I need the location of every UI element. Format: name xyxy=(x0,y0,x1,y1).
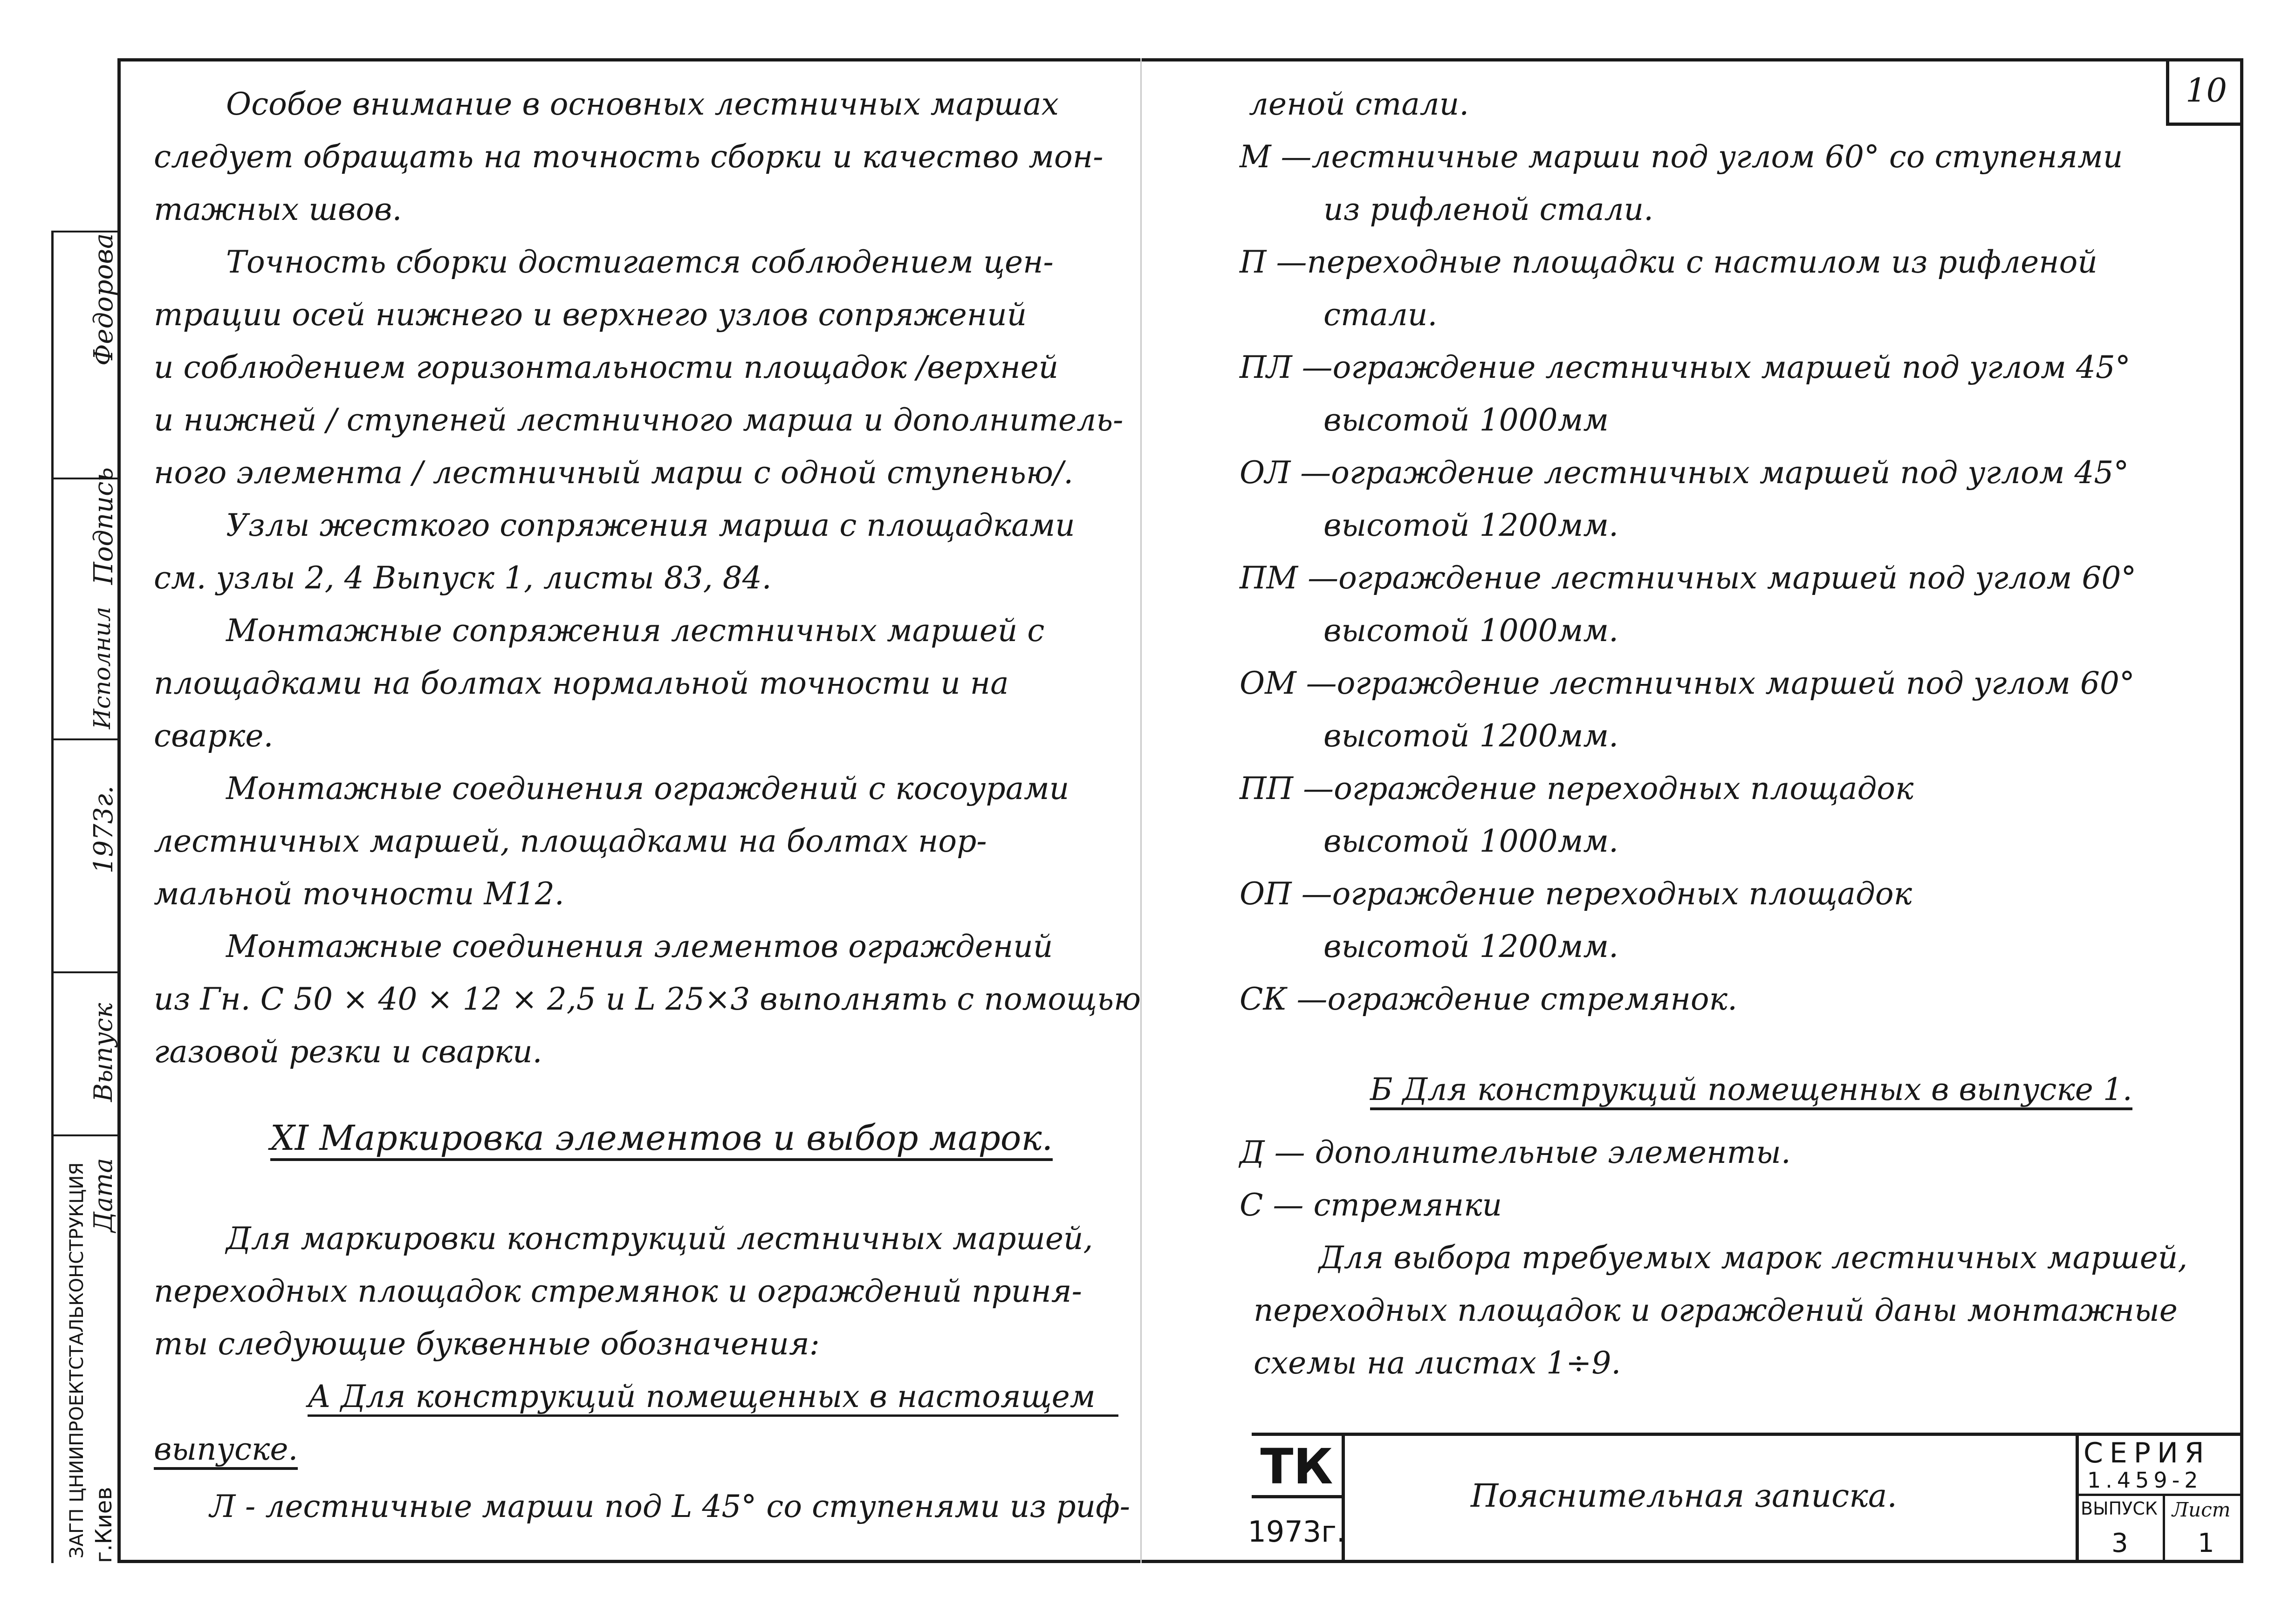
tk-cell xyxy=(1247,1436,1346,1563)
stamp-issued-label: Выпуск xyxy=(89,1003,118,1102)
text-line: следует обращать на точность сборки и качество мон- xyxy=(154,139,1103,175)
series-cell xyxy=(2076,1436,2243,1563)
title-block xyxy=(1247,1433,2243,1563)
subheading-a-cont: выпуске. xyxy=(154,1431,298,1470)
issue-divider xyxy=(2163,1496,2165,1563)
text-line: переходных площадок и ограждений даны монтажные xyxy=(1254,1292,2178,1328)
stamp-signature: Подпись xyxy=(89,467,119,585)
stamp-city: г.Киев xyxy=(91,1487,117,1563)
text-line: высотой 1000мм. xyxy=(1323,823,1619,859)
tk-year: 1973г. xyxy=(1247,1514,1346,1549)
text-line: Монтажные соединения элементов ограждений xyxy=(226,929,1053,964)
text-line: ОП —ограждение переходных площадок xyxy=(1240,876,1912,912)
text-line: высотой 1200мм. xyxy=(1323,718,1619,754)
subheading-a: А Для конструкций помещенных в настоящем xyxy=(308,1379,1118,1417)
stamp-year: 1973г. xyxy=(89,785,119,874)
stamp-organization: ЗАГП ЦНИИПРОЕКТСТАЛЬКОНСТРУКЦИЯ xyxy=(66,1162,88,1558)
text-line: газовой резки и сварки. xyxy=(154,1034,542,1070)
text-line: из Гн. С 50 × 40 × 12 × 2,5 и L 25×3 выполнять с помощью xyxy=(154,981,1141,1017)
text-line: ного элемента / лестничный марш с одной ступенью/. xyxy=(154,455,1074,491)
series-divider xyxy=(2079,1494,2243,1496)
text-line: Особое внимание в основных лестничных маршах xyxy=(226,86,1059,122)
text-line: высотой 1200мм. xyxy=(1323,507,1619,543)
text-line: лестничных маршей, площадками на болтах нор- xyxy=(154,823,987,859)
text-line: С — стремянки xyxy=(1240,1187,1502,1223)
text-line: Точность сборки достигается соблюдением цен- xyxy=(226,244,1054,280)
stamp-divider xyxy=(51,231,120,232)
text-line: стали. xyxy=(1323,297,1438,333)
text-line: ОМ —ограждение лестничных маршей под углом 60° xyxy=(1240,665,2135,701)
section-heading: XI Маркировка элементов и выбор марок. xyxy=(270,1118,1053,1161)
text-line: тажных швов. xyxy=(154,191,402,227)
text-line: Для маркировки конструкций лестничных маршей, xyxy=(226,1221,1093,1257)
stamp-divider xyxy=(51,738,120,740)
text-line: площадками на болтах нормальной точности и на xyxy=(154,665,1009,701)
subheading-b: Б Для конструкций помещенных в выпуске 1. xyxy=(1370,1072,2132,1110)
text-line: СК —ограждение стремянок. xyxy=(1240,981,1738,1017)
issue-label: ВЫПУСК xyxy=(2081,1498,2158,1519)
text-line: трации осей нижнего и верхнего узлов сопряжений xyxy=(154,297,1027,333)
text-line: и соблюдением горизонтальности площадок /верхней xyxy=(154,349,1059,385)
page-number: 10 xyxy=(2166,58,2243,126)
stamp-divider xyxy=(51,971,120,973)
text-line: ПМ —ограждение лестничных маршей под углом 60° xyxy=(1240,560,2137,596)
text-line: Л - лестничные марши под L 45° со ступенями из риф- xyxy=(210,1489,1131,1524)
series-code: 1.459-2 xyxy=(2087,1468,2203,1493)
text-line: переходных площадок стремянок и ограждений приня- xyxy=(154,1273,1082,1309)
text-line: П —переходные площадки с настилом из рифленой xyxy=(1240,244,2097,280)
text-line: схемы на листах 1÷9. xyxy=(1254,1345,1621,1381)
stamp-role: Исполнил xyxy=(89,607,116,729)
text-line: из рифленой стали. xyxy=(1323,191,1654,227)
stamp-border xyxy=(51,231,54,1563)
text-line: мальной точности М12. xyxy=(154,876,564,912)
text-line: сварке. xyxy=(154,718,274,754)
side-stamp xyxy=(51,231,120,1563)
text-line: леной стали. xyxy=(1249,86,1469,122)
sheet-number: 1 xyxy=(2198,1528,2214,1558)
text-line: высотой 1000мм xyxy=(1323,402,1609,438)
page-fold-line xyxy=(1140,58,1142,1563)
text-line: М —лестничные марши под углом 60° со ступенями xyxy=(1240,139,2123,175)
text-line: ты следующие буквенные обозначения: xyxy=(154,1326,820,1362)
text-line: Д — дополнительные элементы. xyxy=(1240,1134,1791,1170)
document-title: Пояснительная записка. xyxy=(1471,1478,1898,1515)
issue-number: 3 xyxy=(2111,1528,2128,1558)
text-line: и нижней / ступеней лестничного марша и дополнитель- xyxy=(154,402,1124,438)
text-line: Монтажные соединения ограждений с косоурами xyxy=(226,771,1069,806)
text-line: Узлы жесткого сопряжения марша с площадками xyxy=(226,507,1075,543)
text-line: высотой 1200мм. xyxy=(1323,929,1619,964)
text-line: ПП —ограждение переходных площадок xyxy=(1240,771,1914,806)
text-line: Монтажные сопряжения лестничных маршей с xyxy=(226,613,1045,649)
text-line: ОЛ —ограждение лестничных маршей под углом 45° xyxy=(1240,455,2129,491)
series-label: СЕРИЯ xyxy=(2084,1437,2211,1469)
stamp-divider xyxy=(51,1134,120,1136)
text-line: Для выбора требуемых марок лестничных маршей, xyxy=(1319,1240,2188,1276)
tk-logo: ТК xyxy=(1252,1438,1342,1498)
text-line: высотой 1000мм. xyxy=(1323,613,1619,649)
sheet-label: Лист xyxy=(2172,1498,2231,1521)
stamp-name: Федорова xyxy=(89,233,119,366)
stamp-date-label: Дата xyxy=(89,1158,118,1232)
text-line: см. узлы 2, 4 Выпуск 1, листы 83, 84. xyxy=(154,560,772,596)
text-line: ПЛ —ограждение лестничных маршей под углом 45° xyxy=(1240,349,2131,385)
